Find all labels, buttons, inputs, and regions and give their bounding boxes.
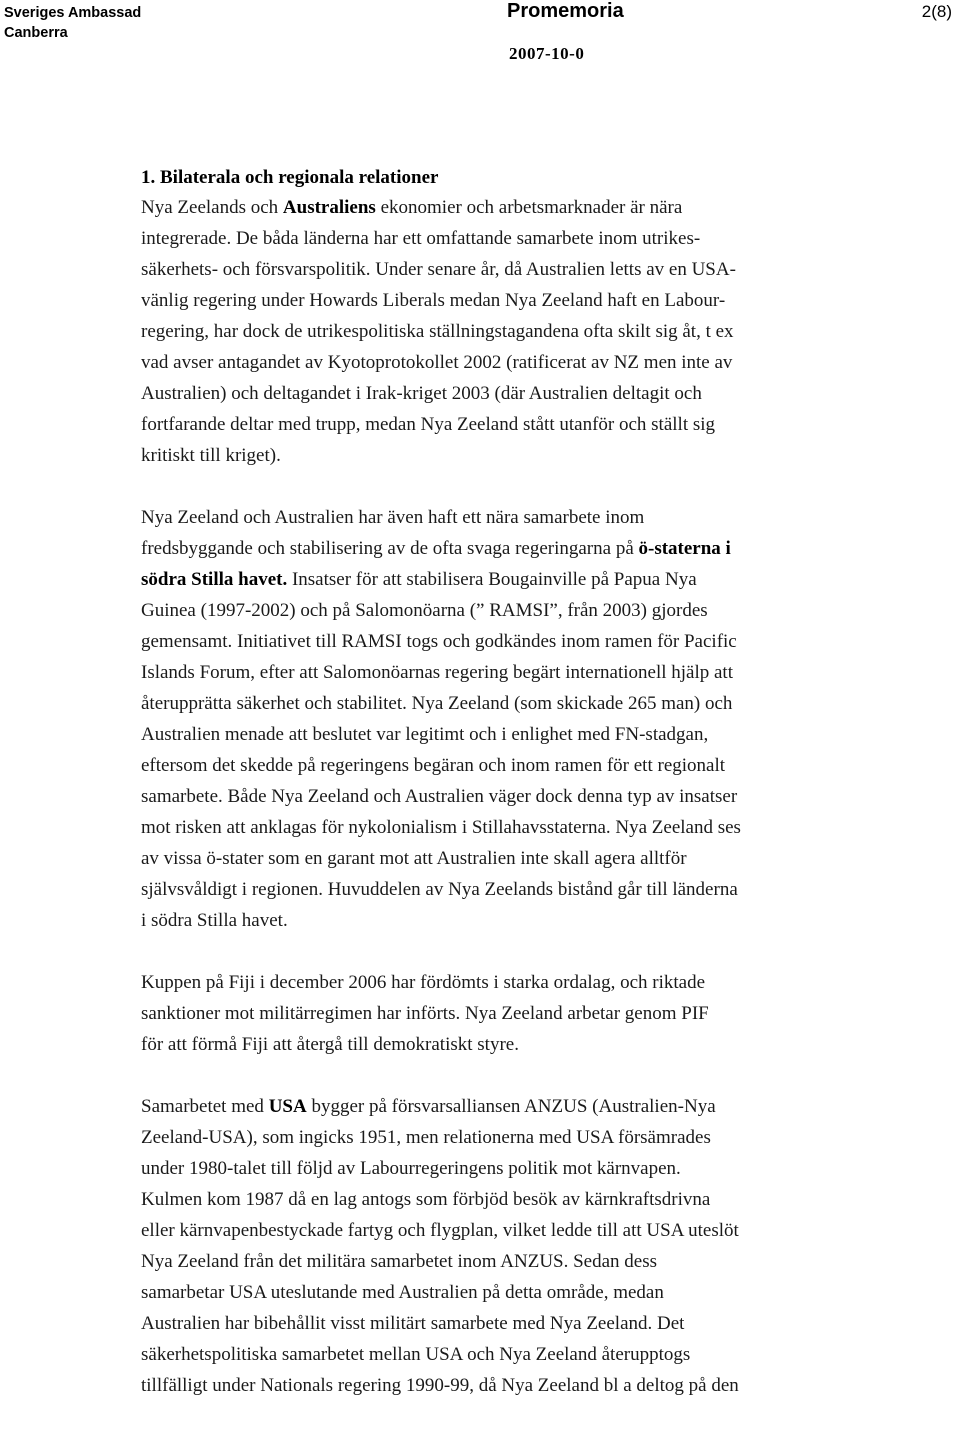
paragraph-4-text-a: Samarbetet med: [141, 1096, 269, 1117]
section-heading: 1. Bilaterala och regionala relationer: [141, 167, 439, 188]
sender-block: [4, 3, 141, 43]
paragraph-4: [141, 1091, 846, 1401]
document-date: 2007-10-0: [509, 44, 585, 63]
paragraph-4-text-c: bygger på försvarsalliansen ANZUS (Australien-Nya Zeeland-USA), som ingicks 1951, men relationerna med USA försämrades under 1980-talet till följd av Labourregeringens politik mot kärnvapen. Kulmen kom 1987 då en lag antogs som förbjöd besök av kärnkraftsdrivna eller kärnvapenbestyckade fartyg och flygplan, vilket ledde till att USA uteslöt Nya Zeeland från det militära samarbetet inom ANZUS. Sedan dess samarbetar USA uteslutande med Australien på detta område, medan Australien har bibehållit visst militärt samarbete med Nya Zeeland. Det säkerhetspolitiska samarbetet mellan USA och Nya Zeeland återupptogs tillfälligt under Nationals regering 1990-99, då Nya Zeeland bl a deltog på den: [141, 1096, 739, 1396]
paragraph-2-text-c: Insatser för att stabilisera Bougainville på Papua Nya Guinea (1997-2002) och på Salomonöarna (” RAMSI”, från 2003) gjordes gemensamt. Initiativet till RAMSI togs och godkändes inom ramen för Pacific Islands Forum, efter att Salomonöarnas regering begärt internationell hjälp att återupprätta säkerhet och stabilitet. Nya Zeeland (som skickade 265 man) och Australien menade att beslutet var legitimt och i enlighet med FN-stadgan, eftersom det skedde på regeringens begäran och inom ramen för ett regionalt samarbete. Både Nya Zeeland och Australien väger dock denna typ av insatser mot risken att anklagas för nykolonialism i Stillahavsstaterna. Nya Zeeland ses av vissa ö-stater som en garant mot att Australien inte skall agera alltför självsvåldigt i regionen. Huvuddelen av Nya Zeelands bistånd går till länderna i södra Stilla havet.: [141, 569, 741, 931]
document-type: Promemoria: [507, 0, 624, 22]
page-number: 2(8): [921, 2, 952, 21]
embassy-city: Canberra: [4, 25, 68, 41]
paragraph-2-text-a: Nya Zeeland och Australien har även haft ett nära samarbete inom fredsbyggande och stabilisering av de ofta svaga regeringarna på: [141, 507, 645, 559]
document-body: [141, 164, 846, 1432]
embassy-name: Sveriges Ambassad: [4, 5, 142, 21]
paragraph-2: [141, 502, 846, 936]
paragraph-1-bold: Australiens: [282, 197, 376, 218]
paragraph-2-bold: ö-staterna i södra Stilla havet.: [141, 538, 731, 590]
paragraph-1-text-c: ekonomier och arbetsmarknader är nära integrerade. De båda länderna har ett omfattande samarbete inom utrikes- säkerhets- och försvarspolitik. Under senare år, då Australien letts av en USA- vänlig regering under Howards Liberals medan Nya Zeeland haft en Labour- regering, har dock de utrikespolitiska ställningstagandena ofta skilt sig åt, t ex vad avser antagandet av Kyotoprotokollet 2002 (ratificerat av NZ men inte av Australien) och deltagandet i Irak-kriget 2003 (där Australien deltagit och fortfarande deltar med trupp, medan Nya Zeeland stått utanför och ställt sig kritiskt till kriget).: [141, 197, 736, 466]
paragraph-1: [141, 192, 846, 471]
paragraph-3: Kuppen på Fiji i december 2006 har fördömts i starka ordalag, och riktade sanktioner mot militärregimen har införts. Nya Zeeland arbetar genom PIF för att förmå Fiji att återgå till demokratiskt styre.: [141, 972, 709, 1055]
paragraph-1-text-a: Nya Zeelands och: [141, 197, 283, 218]
paragraph-4-bold: USA: [268, 1096, 307, 1117]
